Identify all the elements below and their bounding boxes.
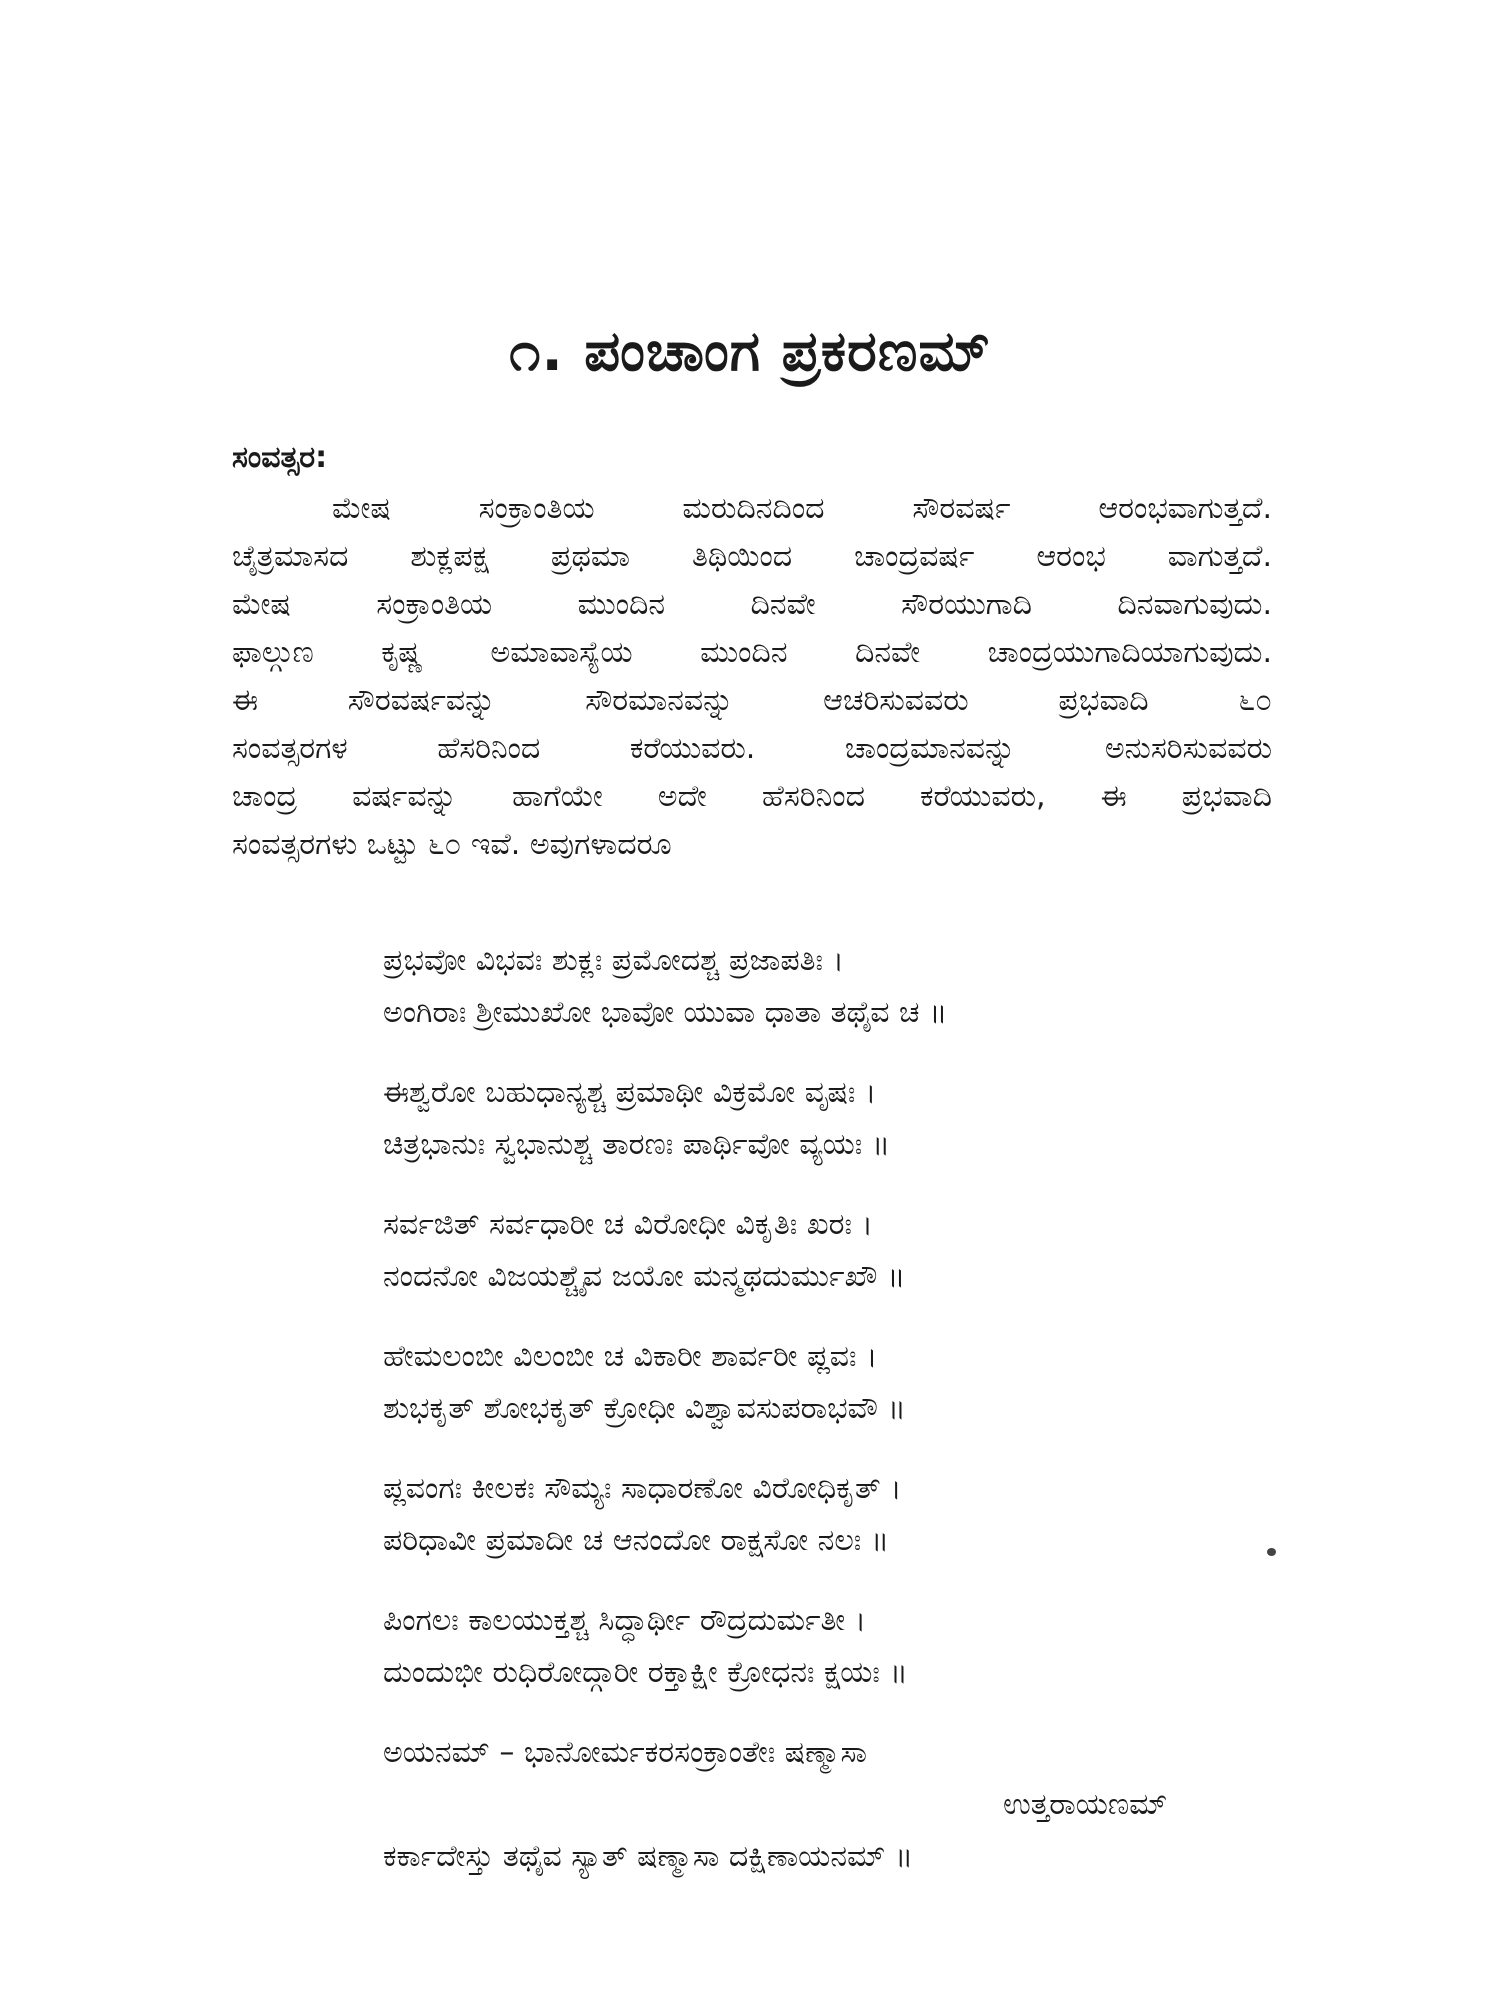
ink-speck xyxy=(1267,1548,1276,1556)
verse-stanza xyxy=(383,1595,1283,1699)
verse-line: ಅಂಗಿರಾಃ ಶ್ರೀಮುಖೋ ಭಾವೋ ಯುವಾ ಧಾತಾ ತಥೈವ ಚ ॥ xyxy=(383,995,948,1030)
paragraph-line: ಈ ಸೌರವರ್ಷವನ್ನು ಸೌರಮಾನವನ್ನು ಆಚರಿಸುವವರು ಪ್ರಭವಾದಿ ೬೦ xyxy=(232,683,1272,718)
verse-line: ಪರಿಧಾವೀ ಪ್ರಮಾದೀ ಚ ಆನಂದೋ ರಾಕ್ಷಸೋ ನಲಃ ॥ xyxy=(383,1523,890,1558)
verse-line: ಶುಭಕೃತ್ ಶೋಭಕೃತ್ ಕ್ರೋಧೀ ವಿಶ್ವಾವಸುಪರಾಭವೌ ॥ xyxy=(383,1391,906,1426)
section-heading: ಸಂವತ್ಸರ: xyxy=(232,440,328,475)
verse-line: ಸರ್ವಜಿತ್ ಸರ್ವಧಾರೀ ಚ ವಿರೋಧೀ ವಿಕೃತಿಃ ಖರಃ । xyxy=(383,1207,873,1242)
verse-line: ಉತ್ತರಾಯಣಮ್ xyxy=(1003,1787,1168,1822)
paragraph-line: ಸಂವತ್ಸರಗಳ ಹೆಸರಿನಿಂದ ಕರೆಯುವರು. ಚಾಂದ್ರಮಾನವನ್ನು ಅನುಸರಿಸುವವರು xyxy=(232,731,1272,766)
verse-stanza xyxy=(383,935,1283,1039)
verse-line: ಪ್ರಭವೋ ವಿಭವಃ ಶುಕ್ಲಃ ಪ್ರಮೋದಶ್ಚ ಪ್ರಜಾಪತಿಃ । xyxy=(383,943,844,978)
paragraph-line: ಸಂವತ್ಸರಗಳು ಒಟ್ಟು ೬೦ ಇವೆ. ಅವುಗಳಾದರೂ xyxy=(232,827,672,862)
paragraph-line: ಮೇಷ ಸಂಕ್ರಾಂತಿಯ ಮರುದಿನದಿಂದ ಸೌರವರ್ಷ ಆರಂಭವಾಗುತ್ತದೆ. xyxy=(332,491,1272,526)
verse-stanza xyxy=(383,1727,1283,1883)
paragraph-line: ಫಾಲ್ಗುಣ ಕೃಷ್ಣ ಅಮಾವಾಸ್ಯೆಯ ಮುಂದಿನ ದಿನವೇ ಚಾಂದ್ರಯುಗಾದಿಯಾಗುವುದು. xyxy=(232,635,1272,670)
paragraph-line: ಚೈತ್ರಮಾಸದ ಶುಕ್ಲಪಕ್ಷ ಪ್ರಥಮಾ ತಿಥಿಯಿಂದ ಚಾಂದ್ರವರ್ಷ ಆರಂಭ ವಾಗುತ್ತದೆ. xyxy=(232,539,1272,574)
verse-stanza xyxy=(383,1199,1283,1303)
verse-line: ಅಯನಮ್ – ಭಾನೋರ್ಮಕರಸಂಕ್ರಾಂತೇಃ ಷಣ್ಮಾಸಾ xyxy=(383,1735,867,1770)
verse-line: ಪಿಂಗಲಃ ಕಾಲಯುಕ್ತಶ್ಚ ಸಿದ್ಧಾರ್ಥೀ ರೌದ್ರದುರ್ಮತೀ । xyxy=(383,1603,867,1638)
verse-line: ಈಶ್ವರೋ ಬಹುಧಾನ್ಯಶ್ಚ ಪ್ರಮಾಥೀ ವಿಕ್ರಮೋ ವೃಷಃ । xyxy=(383,1075,877,1110)
chapter-title: ೧. ಪಂಚಾಂಗ ಪ್ರಕರಣಮ್ xyxy=(509,319,991,384)
verse-stanza xyxy=(383,1331,1283,1435)
paragraph-line: ಚಾಂದ್ರ ವರ್ಷವನ್ನು ಹಾಗೆಯೇ ಅದೇ ಹೆಸರಿನಿಂದ ಕರೆಯುವರು, ಈ ಪ್ರಭವಾದಿ xyxy=(232,779,1272,814)
verse-line: ಪ್ಲವಂಗಃ ಕೀಲಕಃ ಸೌಮ್ಯಃ ಸಾಧಾರಣೋ ವಿರೋಧಿಕೃತ್ । xyxy=(383,1471,902,1506)
paragraph-line: ಮೇಷ ಸಂಕ್ರಾಂತಿಯ ಮುಂದಿನ ದಿನವೇ ಸೌರಯುಗಾದಿ ದಿನವಾಗುವುದು. xyxy=(232,587,1272,622)
verse-line: ಕರ್ಕಾದೇಸ್ತು ತಥೈವ ಸ್ಯಾತ್ ಷಣ್ಮಾಸಾ ದಕ್ಷಿಣಾಯನಮ್ ॥ xyxy=(383,1839,914,1874)
verse-stanza xyxy=(383,1463,1283,1567)
paragraph xyxy=(232,485,1272,869)
verse-stanza xyxy=(383,1067,1283,1171)
verse-line: ಚಿತ್ರಭಾನುಃ ಸ್ವಭಾನುಶ್ಚ ತಾರಣಃ ಪಾರ್ಥಿವೋ ವ್ಯಯಃ ॥ xyxy=(383,1127,891,1162)
verse-line: ಹೇಮಲಂಬೀ ವಿಲಂಬೀ ಚ ವಿಕಾರೀ ಶಾರ್ವರೀ ಪ್ಲವಃ । xyxy=(383,1339,878,1374)
verse-line: ನಂದನೋ ವಿಜಯಶ್ಚೈವ ಜಯೋ ಮನ್ಮಥದುರ್ಮುಖೌ ॥ xyxy=(383,1259,906,1294)
verse-line: ದುಂದುಭೀ ರುಧಿರೋದ್ಗಾರೀ ರಕ್ತಾಕ್ಷೀ ಕ್ರೋಧನಃ ಕ್ಷಯಃ ॥ xyxy=(383,1655,908,1690)
